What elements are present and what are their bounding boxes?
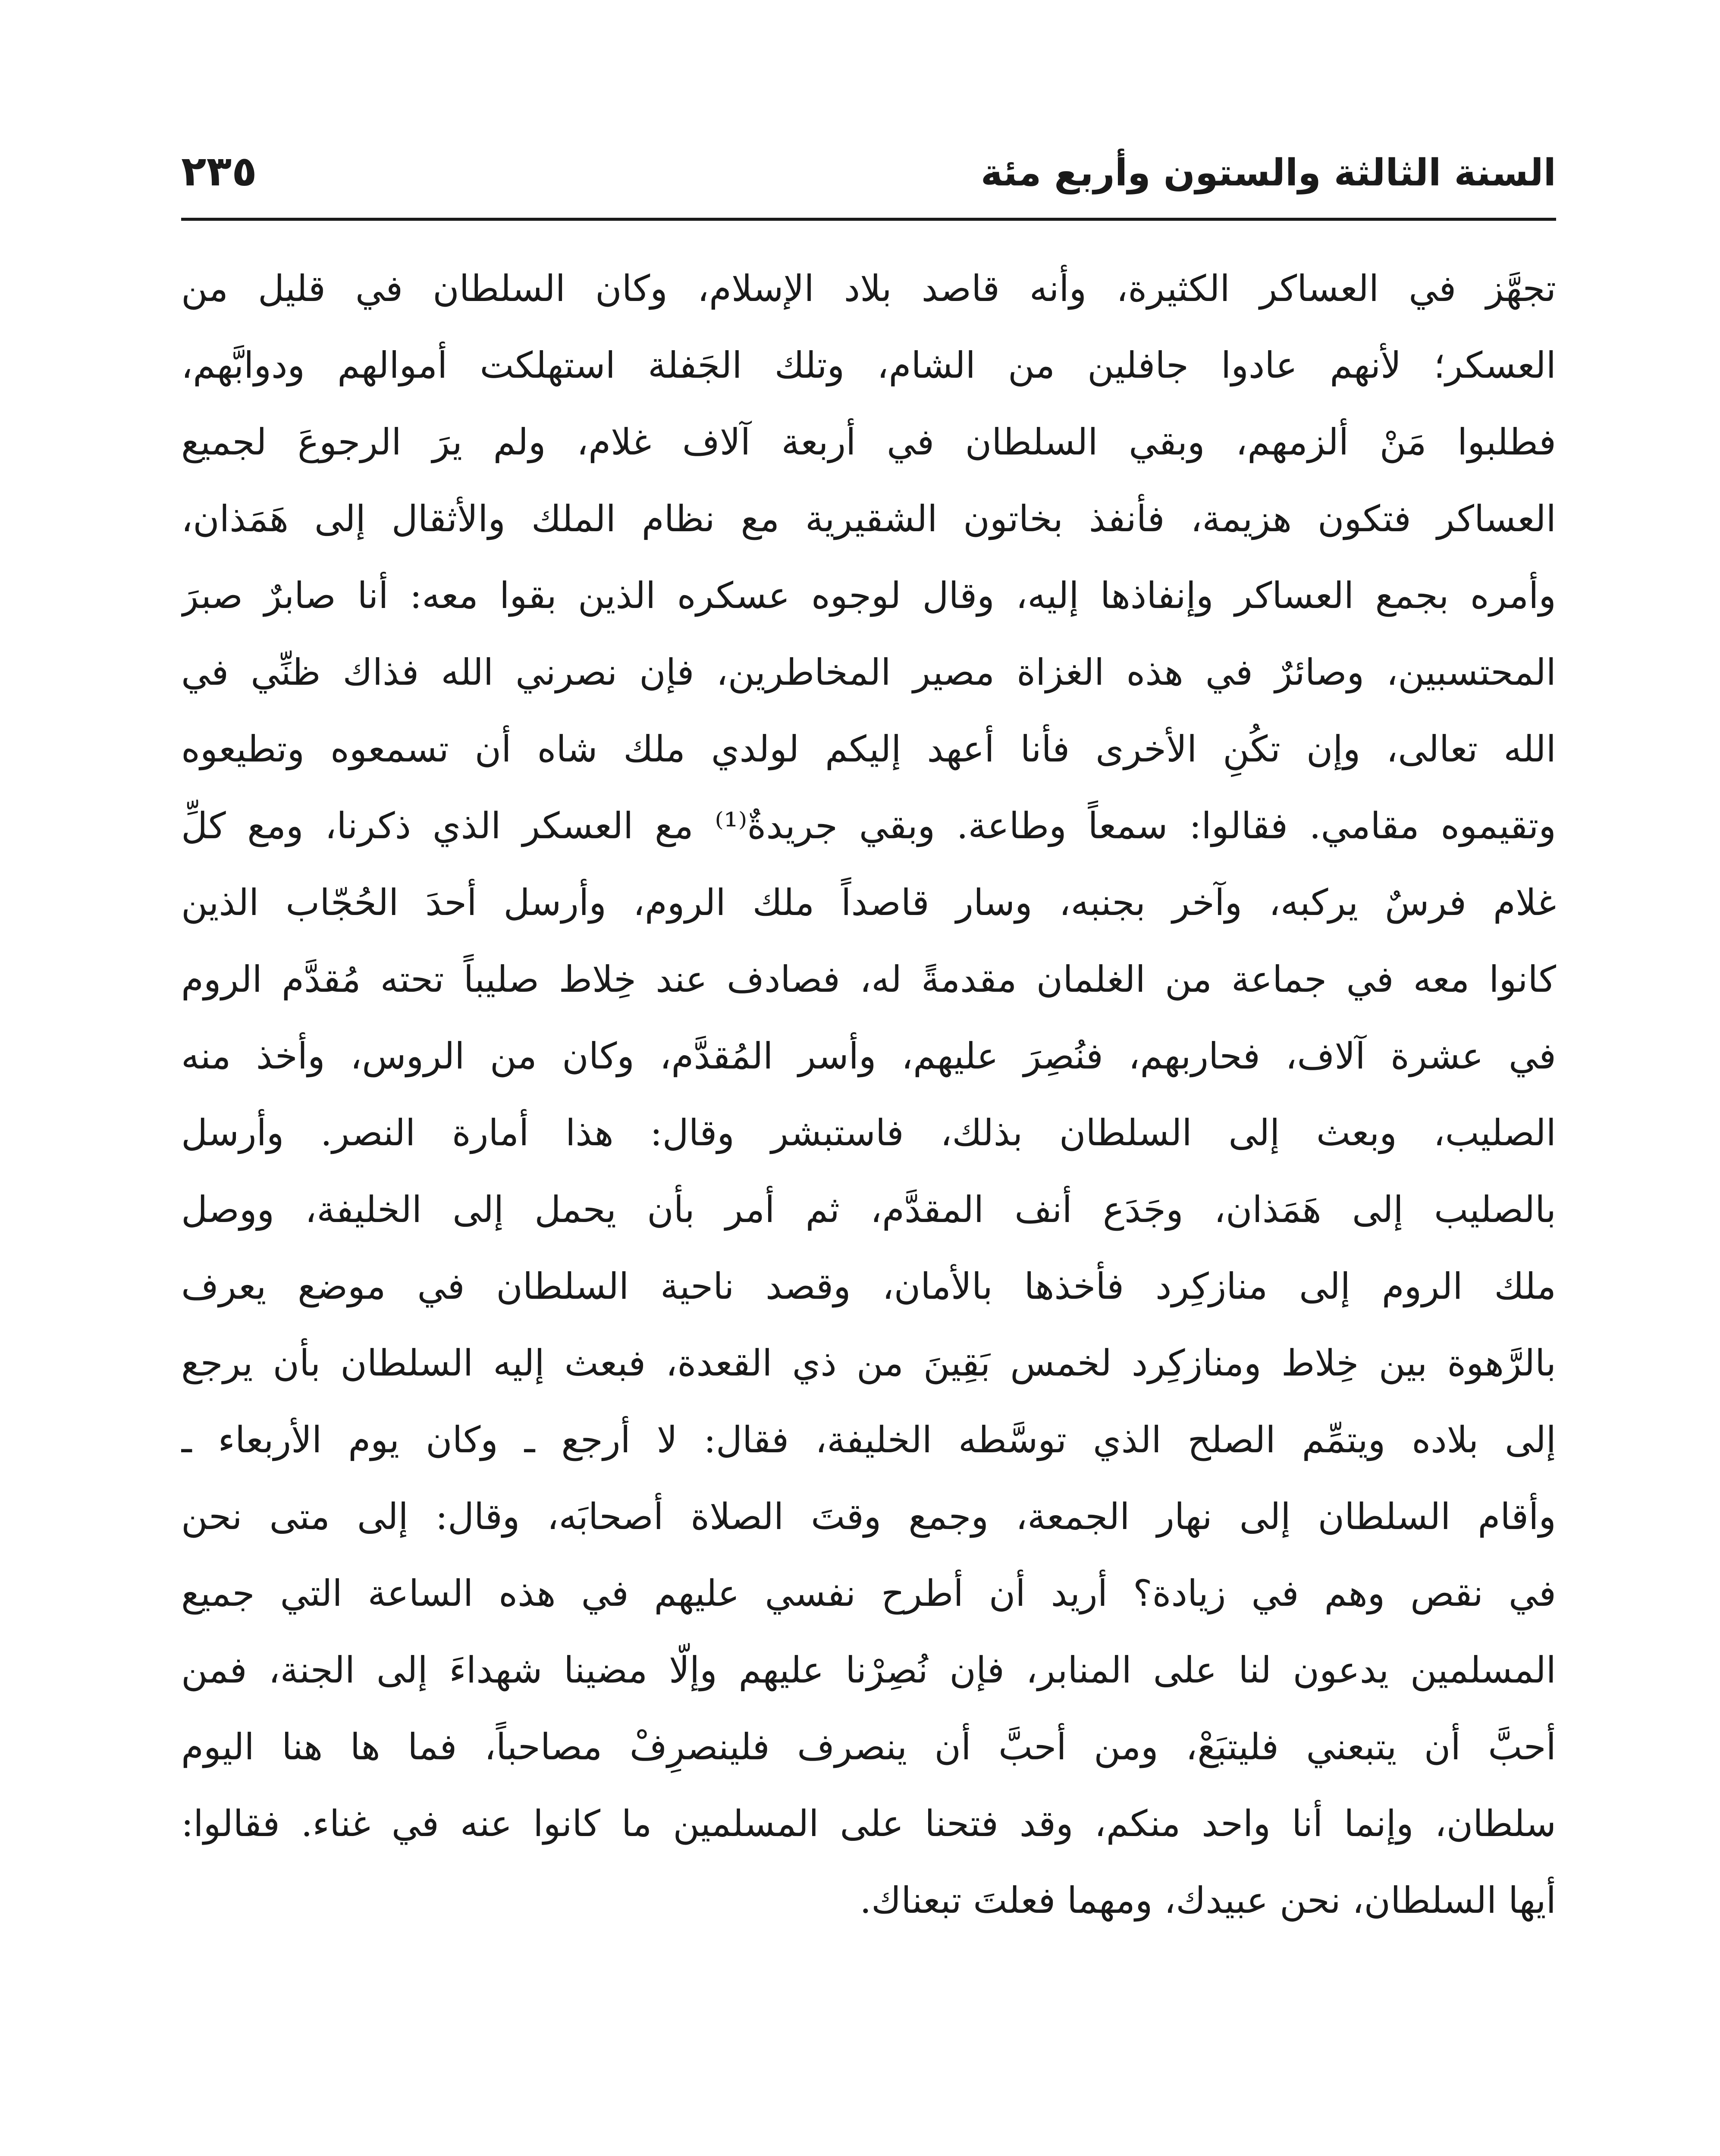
text-line: بالرَّهوة بين خِلاط ومنازكِرد لخمس بَقِينَ من ذي القعدة، فبعث إليه السلطان بأن يرجع: [181, 1342, 1556, 1384]
text-line: إلى بلاده ويتمِّم الصلح الذي توسَّطه الخليفة، فقال: لا أرجع ـ وكان يوم الأربعاء ـ: [181, 1419, 1556, 1461]
main-text: [181, 250, 1556, 1939]
text-line: الله تعالى، وإن تكُنِ الأخرى فأنا أعهد إليكم لولدي ملك شاه أن تسمعوه وتطيعوه: [181, 728, 1556, 770]
text-line: بالصليب إلى هَمَذان، وجَدَع أنف المقدَّم، ثم أمر بأن يحمل إلى الخليفة، ووصل: [181, 1188, 1556, 1231]
text-line: أحبَّ أن يتبعني فليتبَعْ، ومن أحبَّ أن ينصرف فلينصرِفْ مصاحباً، فما ها هنا اليوم: [181, 1726, 1556, 1768]
text-line: في عشرة آلاف، فحاربهم، فنُصِرَ عليهم، وأسر المُقدَّم، وكان من الروس، وأخذ منه: [181, 1035, 1556, 1077]
running-header: [181, 142, 1556, 207]
text-line: أيها السلطان، نحن عبيدك، ومهما فعلتَ تبعناك.: [860, 1879, 1556, 1921]
text-line: وتقيموه مقامي. فقالوا: سمعاً وطاعة. وبقي جريدةٌ⁽¹⁾ مع العسكر الذي ذكرنا، ومع كلِّ: [181, 805, 1556, 847]
page-number: ٢٣٥: [181, 147, 257, 195]
text-line: في نقص وهم في زيادة؟ أريد أن أطرح نفسي عليهم في هذه الساعة التي جميع: [181, 1572, 1556, 1614]
text-line: وأقام السلطان إلى نهار الجمعة، وجمع وقتَ الصلاة أصحابَه، وقال: إلى متى نحن: [181, 1495, 1556, 1538]
text-line: فطلبوا مَنْ ألزمهم، وبقي السلطان في أربعة آلاف غلام، ولم يرَ الرجوعَ لجميع: [181, 421, 1556, 463]
running-title: السنة الثالثة والستون وأربع مئة: [980, 151, 1556, 194]
text-line: العساكر فتكون هزيمة، فأنفذ بخاتون الشقيرية مع نظام الملك والأثقال إلى هَمَذان،: [181, 498, 1556, 540]
header-rule: [181, 218, 1556, 221]
text-line: الصليب، وبعث إلى السلطان بذلك، فاستبشر وقال: هذا أمارة النصر. وأرسل: [181, 1112, 1556, 1154]
text-line: كانوا معه في جماعة من الغلمان مقدمةً له، فصادف عند خِلاط صليباً تحته مُقدَّم الروم: [181, 958, 1556, 1000]
text-line: المسلمين يدعون لنا على المنابر، فإن نُصِرْنا عليهم وإلّا مضينا شهداءَ إلى الجنة، فمن: [181, 1649, 1556, 1691]
text-line: تجهَّز في العساكر الكثيرة، وأنه قاصد بلاد الإسلام، وكان السلطان في قليل من: [181, 267, 1556, 310]
text-line: غلام فرسٌ يركبه، وآخر بجنبه، وسار قاصداً ملك الروم، وأرسل أحدَ الحُجّاب الذين: [181, 881, 1556, 924]
text-line: المحتسبين، وصائرٌ في هذه الغزاة مصير المخاطرين، فإن نصرني الله فذاك ظنِّي في: [181, 651, 1556, 693]
text-line: سلطان، وإنما أنا واحد منكم، وقد فتحنا على المسلمين ما كانوا عنه في غناء. فقالوا:: [181, 1802, 1556, 1845]
text-line: ملك الروم إلى منازكِرد فأخذها بالأمان، وقصد ناحية السلطان في موضع يعرف: [181, 1265, 1556, 1307]
text-line: العسكر؛ لأنهم عادوا جافلين من الشام، وتلك الجَفلة استهلكت أموالهم ودوابَّهم،: [181, 344, 1556, 386]
text-line: وأمره بجمع العساكر وإنفاذها إليه، وقال لوجوه عسكره الذين بقوا معه: أنا صابرٌ صبرَ: [181, 574, 1556, 617]
